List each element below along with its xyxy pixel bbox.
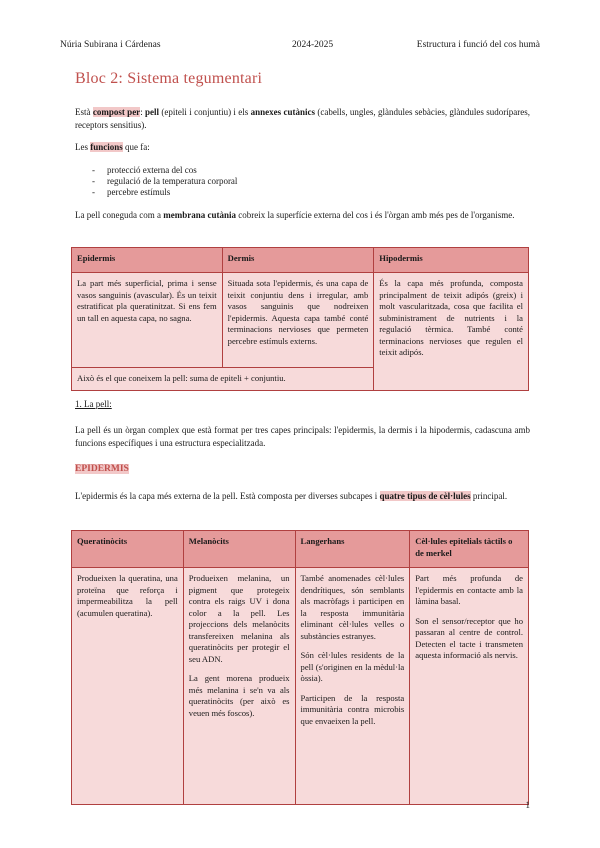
header-dermis: Dermis [222, 248, 374, 273]
header-merkel: Cèl·lules epitelials tàctils o de merkel [410, 531, 529, 568]
functions-list [92, 165, 237, 198]
cell-hipodermis: És la capa més profunda, composta principalment de teixit adipós (greix) i molt vascularitzada, cosa que facilita el subministrament de nutrients i la regulació tèrmica. També conté terminacions nervioses que regulen el teixit adipós. [374, 273, 529, 391]
header-melanocits: Melanòcits [183, 531, 295, 568]
page-header [60, 40, 540, 54]
intro-paragraph: Està compost per: pell (epiteli i conjuntiu) i els annexes cutànics (cabells, ungles, glàndules sebàcies, glàndules sudorípares, receptors sensitius). [75, 107, 530, 130]
cell-types-table [71, 530, 529, 805]
section-heading-epidermis: EPIDERMIS [75, 464, 129, 474]
list-item: - protecció externa del cos [92, 165, 237, 176]
cell-langerhans: També anomenades cèl·lules dendrítiques, són semblants als macròfags i participen en la resposta immunitària eliminant cèl·lules velles o substàncies estranyes. Són cèl·lules residents de la pell (s'originen en la mèdul·la òssia). Participen de la resposta immunitària contra microbis que envaeixen la pell. [295, 568, 410, 805]
header-queratinocits: Queratinòcits [72, 531, 184, 568]
epidermis-paragraph: L'epidermis és la capa més externa de la pell. Està composta per diverses subcapes i quatre tipus de cèl·lules principal. [75, 491, 508, 501]
membrane-paragraph: La pell coneguda com a membrana cutània cobreix la superfície externa del cos i és l'òrgan amb més pes de l'organisme. [75, 210, 515, 220]
page-title: Bloc 2: Sistema tegumentari [75, 70, 263, 87]
pell-paragraph: La pell és un òrgan complex que està format per tres capes principals: l'epidermis, la dermis i la hipodermis, cadascuna amb funcions específiques i una estructura especialitzada. [75, 425, 530, 448]
header-year: 2024-2025 [292, 40, 334, 50]
cell-melanocits: Produeixen melanina, un pigment que protegeix contra els raigs UV i dona color a la pell. Les projeccions dels melanòcits transfereixen melanina als queratinòcits per protegir el seu ADN. La gent morena produeix més melanina i se'n va als queratinòcits (per això es veuen més foscos). [183, 568, 295, 805]
list-item: - regulació de la temperatura corporal [92, 176, 237, 187]
header-author: Núria Subirana i Cárdenas [60, 40, 161, 50]
header-hipodermis: Hipodermis [374, 248, 529, 273]
cell-epidermis: La part més superficial, prima i sense vasos sanguinis (avascular). És un teixit estratificat pla queratinitzat. Si ens fem un tall en aquesta capa, no sagna. [72, 273, 223, 368]
list-item: - percebre estímuls [92, 187, 237, 198]
cell-merkel: Part més profunda de l'epidermis en contacte amb la làmina basal. Son el sensor/receptor que ho passaran al centre de control. Detecten el tacte i transmeten aquesta informació als nervis. [410, 568, 529, 805]
cell-layers-footer: Això és el que coneixem la pell: suma de epiteli + conjuntiu. [72, 368, 374, 391]
page-number: 1 [525, 800, 530, 810]
cell-queratinocits: Produeixen la queratina, una proteïna que reforça i impermeabilitza la pell (acumulen queratina). [72, 568, 184, 805]
functions-intro: Les funcions que fa: [75, 142, 150, 152]
header-langerhans: Langerhans [295, 531, 410, 568]
cell-dermis: Situada sota l'epidermis, és una capa de teixit conjuntiu dens i irregular, amb vasos sanguinis que nodreixen l'epidermis. Aquesta capa també conté terminacions nervioses que permeten percebre estímuls externs. [222, 273, 374, 368]
section-heading-pell: 1. La pell: [75, 399, 112, 409]
header-epidermis: Epidermis [72, 248, 223, 273]
header-course: Estructura i funció del cos humà [416, 40, 540, 50]
skin-layers-table [71, 247, 529, 391]
